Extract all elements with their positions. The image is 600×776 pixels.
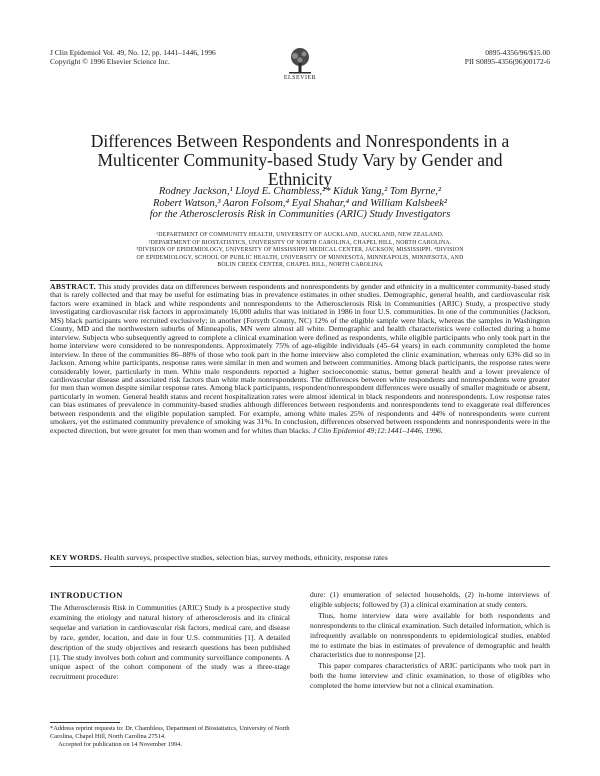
pii-line: PII S0895-4356(96)00172-6 [464, 57, 550, 66]
correspondence-footnote: *Address reprint requests to: Dr. Chambless, Department of Biostatistics, University of North Carolina, Chapel Hill, North Carolina 27514. [50, 725, 290, 740]
abstract-label: ABSTRACT. [50, 282, 96, 291]
journal-header-right [400, 48, 550, 66]
affiliation-line: ²DEPARTMENT OF BIOSTATISTICS, UNIVERSITY OF NORTH CAROLINA, CHAPEL HILL, NORTH CAROLINA. [148, 239, 452, 246]
issn-line: 0895-4356/96/$15.00 [485, 48, 550, 57]
abstract-top-rule [50, 280, 550, 281]
article-title: Differences Between Respondents and Nonrespondents in a Multicenter Community-based Study Vary by Gender and Ethnicity [90, 131, 510, 189]
keywords-label: KEY WORDS. [50, 553, 103, 562]
abstract [50, 283, 550, 435]
introduction-heading: INTRODUCTION [50, 590, 123, 600]
body-paragraph: Thus, home interview data were available for both respondents and nonrespondents to the clinical examination. Such detailed information, which is infrequently available on nonrespondents to epidemiological studies, enabled me to estimate the bias in estimates of prevalence of demographic and health characteristics due to nonresponse [2]. [310, 610, 550, 660]
authors-line: Robert Watson,³ Aaron Folsom,⁴ Eyal Shahar,⁴ and William Kalsbeek² [152, 197, 448, 209]
body-paragraph: This paper compares characteristics of ARIC participants who took part in both the home interview and clinic examination, to those of eligibles who completed the home interview but not a clinical examination. [310, 661, 550, 691]
study-group-line: for the Atherosclerosis Risk in Communities (ARIC) Study Investigators [149, 209, 451, 220]
author-list [80, 186, 520, 221]
footnotes [50, 725, 290, 748]
body-paragraph: dure: (1) enumeration of selected households, (2) in-home interviews of eligible subjects; followed by (3) a clinical examination at study centers. [310, 590, 550, 609]
footnote-rule [50, 722, 120, 723]
abstract-bottom-rule [50, 566, 550, 567]
affiliation-line: ¹DEPARTMENT OF COMMUNITY HEALTH, UNIVERSITY OF AUCKLAND, AUCKLAND, NEW ZEALAND. [156, 232, 444, 238]
journal-header-left [50, 48, 250, 66]
affiliation-line: OF EPIDEMIOLOGY, SCHOOL OF PUBLIC HEALTH, UNIVERSITY OF MINNESOTA, MINNEAPOLIS, MINNESOTA, AND [136, 254, 464, 261]
body-column-left [50, 603, 290, 683]
journal-citation-line: J Clin Epidemiol Vol. 49, No. 12, pp. 1441–1446, 1996 [50, 48, 216, 57]
publisher-name: ELSEVIER [283, 75, 317, 81]
keywords [50, 553, 550, 562]
affiliation-line: BOLIN CREEK CENTER, CHAPEL HILL, NORTH CAROLINA [217, 262, 383, 269]
affiliation-line: ³DIVISION OF EPIDEMIOLOGY, UNIVERSITY OF MISSISSIPPI MEDICAL CENTER, JACKSON, MISSISSIPPI. ⁴DIVISION [136, 247, 464, 254]
abstract-text: This study provides data on differences between respondents and nonrespondents by gender and ethnicity in a multicenter community-based study that is rarely collected and that may be useful for estimating bias in prevalence estimates in other studies. Demographic, general health, and cardiovascular risk factors were examined in black and white respondents and nonrespondents to the Atherosclerosis Risk in Communities (ARIC) Study, a prospective study investigating cardiovascular risk factors in approximately 16,000 adults that was initiated in 1986 in four U.S. communities. In one of the communities (Jackson, MS) black participants were recruited exclusively; in another (Forsyth County, NC) 12% of the eligible sample were black, whereas the samples in Washington County, MD and the northwestern suburbs of Minneapolis, MN were almost all white. Demographic and health characteristics were collected during a home interview. Subjects who subsequently agreed to complete a clinical examination were defined as respondents, while eligible participants who only took part in the home interview were considered to be nonrespondents. Approximately 75% of age-eligible individuals (45–64 years) in each community completed the home interview. In three of the communities 86–88% of those who took part in the home interview also completed the clinic examination, whereas only 63% did so in Jackson. Among white participants, response rates were similar in men and women and between communities. Among black participants, the response rates were considerably lower, particularly in men. White male respondents reported a higher socioeconomic status, better general health and a lower prevalence of cardiovascular disease and associated risk factors than white male nonrespondents. The differences between white respondents and nonrespondents were greater for men than women despite similar response rates. Among black participants, respondent/nonrespondent differences were usually of smaller magnitude or absent, particularly in women. General health status and recent hospitalization rates were almost identical in black respondents and nonrespondents. Low response rates can bias estimates of prevalence in community-based studies although differences between respondents and nonrespondents tend to exaggerate real differences between respondents and the eligible population sampled. For example, among white males 25% of respondents and 44% of nonrespondents were current smokers, yet the estimated community prevalence of smoking was 31%. In conclusion, differences observed between respondents and nonrespondents were in the expected direction, but were greater for men than women and for whites than blacks. [50, 282, 550, 435]
copyright-line: Copyright © 1996 Elsevier Science Inc. [50, 57, 170, 66]
abstract-citation: J Clin Epidemiol 49;12:1441–1446, 1996. [312, 425, 443, 435]
accepted-footnote: Accepted for publication on 14 November 1994. [58, 740, 183, 748]
authors-line: Rodney Jackson,¹ Lloyd E. Chambless,²* Kiduk Yang,² Tom Byrne,² [158, 186, 442, 197]
intro-paragraph: The Atherosclerosis Risk in Communities (ARIC) Study is a prospective study examining the etiology and natural history of atherosclerosis and its clinical sequelae and variation in cardiovascular risk factors, medical care, and disease by race, gender, location, and date in four U.S. communities [1]. A detailed description of the study objectives and research questions has been published [1]. The study involves both cohort and community surveillance components. A unique aspect of the cohort component of the study was a three-stage recruitment procedure: [50, 603, 290, 682]
publisher-logo [281, 46, 319, 86]
affiliations [72, 232, 528, 270]
body-column-right [310, 590, 550, 692]
keywords-text: Health surveys, prospective studies, selection bias, survey methods, ethnicity, response rates [104, 553, 388, 562]
elsevier-tree-icon [285, 46, 315, 76]
